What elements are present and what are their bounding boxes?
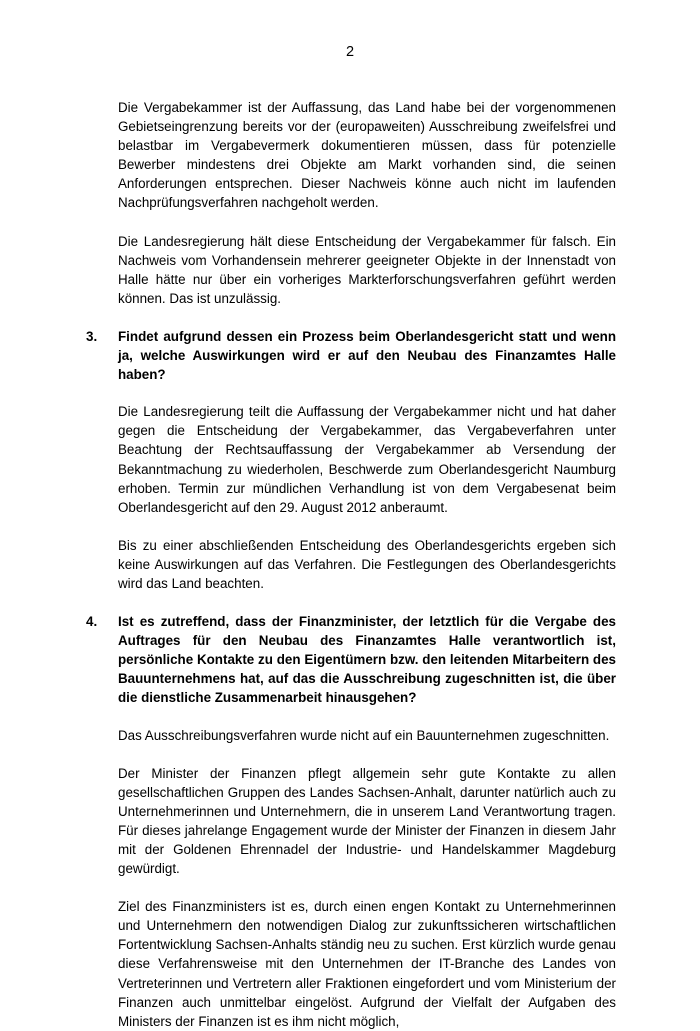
question-text: Findet aufgrund dessen ein Prozess beim Oberlandesgericht statt und wenn ja, welche Auswirkungen wird er auf den Neubau des Finanzamtes Halle haben?	[118, 328, 616, 383]
question-3	[86, 327, 616, 384]
document-body	[86, 98, 616, 1031]
question-text: Ist es zutreffend, dass der Finanzminister, der letztlich für die Vergabe des Auftrages für den Neubau des Finanzamtes Halle verantwortlich ist, persönliche Kontakte zu den Eigentümern bzw. den leitenden Mitarbeitern des Bauunternehmens hat, auf das die Ausschreibung zugeschnitten ist, die über die dienstliche Zusammenarbeit hinausgehen?	[118, 614, 616, 706]
intro-paragraph: Die Landesregierung hält diese Entscheidung der Vergabekammer für falsch. Ein Nachweis vom Vorhandensein mehrerer geeigneter Objekte in der Innenstadt von Halle hätte nur über ein vorheriges Markterforschungsverfahren geführt werden können. Das ist unzulässig.	[118, 233, 616, 306]
answer-paragraph: Der Minister der Finanzen pflegt allgemein sehr gute Kontakte zu allen gesellschaftlichen Gruppen des Landes Sachsen-Anhalt, darunter natürlich auch zu Unternehmerinnen und Unternehmern, die in unserem Land Verantwortung tragen. Für dieses jahrelange Engagement wurde der Minister der Finanzen in diesem Jahr mit der Goldenen Ehrennadel der Industrie- und Handelskammer Magdeburg gewürdigt.	[118, 765, 616, 877]
answer-paragraph: Das Ausschreibungsverfahren wurde nicht auf ein Bauunternehmen zugeschnitten.	[118, 727, 610, 743]
answer-paragraph: Bis zu einer abschließenden Entscheidung des Oberlandesgerichts ergeben sich keine Auswirkungen auf das Verfahren. Die Festlegungen des Oberlandesgerichts wird das Land beachten.	[118, 537, 616, 591]
question-number: 4.	[86, 614, 98, 630]
question-number: 3.	[86, 328, 98, 344]
answer-paragraph: Die Landesregierung teilt die Auffassung der Vergabekammer nicht und hat daher gegen die Entscheidung der Vergabekammer, das Vergabeverfahren unter Beachtung der Rechtsauffassung der Vergabekammer ab Versendung der Bekanntmachung zu wiederholen, Beschwerde zum Oberlandesgericht Naumburg erhoben. Termin zur mündlichen Verhandlung ist von dem Vergabesenat beim Oberlandesgericht auf den 29. August 2012 anberaumt.	[118, 404, 616, 515]
question-4	[86, 612, 616, 707]
intro-paragraph: Die Vergabekammer ist der Auffassung, das Land habe bei der vorgenommenen Gebietseingrenzung bereits vor der (europaweiten) Ausschreibung zweifelsfrei und belastbar im Vergabevermerk dokumentieren müssen, dass für potenzielle Bewerber mindestens drei Objekte am Markt vorhanden sind, die seinen Anforderungen entsprechen. Dieser Nachweis könne auch nicht im laufenden Nachprüfungsverfahren nachgeholt werden.	[118, 100, 616, 211]
answer-paragraph: Ziel des Finanzministers ist es, durch einen engen Kontakt zu Unternehmerinnen und Unternehmern den notwendigen Dialog zur zukunftssicheren wirtschaftlichen Fortentwicklung Sachsen-Anhalts ständig neu zu suchen. Erst kürzlich wurde genau diese Verfahrensweise mit den Unternehmen der IT-Branche des Landes von Vertreterinnen und Vertretern aller Fraktionen eingefordert und vom Ministerium der Finanzen auch unmittelbar eingelöst. Aufgrund der Vielfalt der Aufgaben des Ministers der Finanzen ist es ihm nicht möglich,	[118, 899, 616, 1029]
page-number: 2	[345, 44, 355, 60]
